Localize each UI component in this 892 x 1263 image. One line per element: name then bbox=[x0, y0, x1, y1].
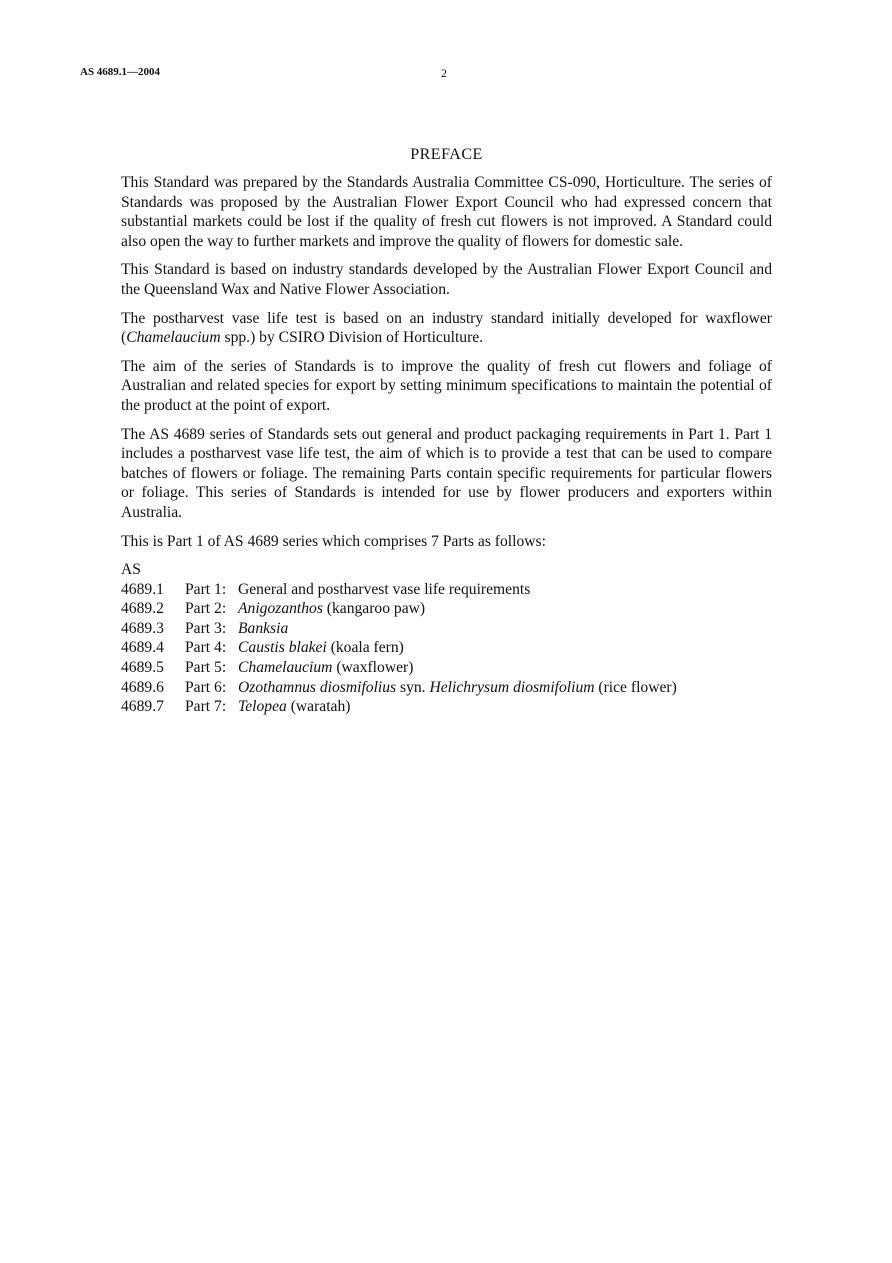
list-item bbox=[121, 599, 772, 619]
part-title-species: Banksia bbox=[238, 619, 289, 637]
preface-section bbox=[121, 146, 772, 717]
list-item bbox=[121, 658, 772, 678]
part-title-species: Anigozanthos bbox=[238, 600, 323, 618]
part-number: Part 3: bbox=[185, 619, 227, 637]
part-title bbox=[238, 658, 413, 678]
list-item bbox=[121, 580, 772, 600]
part-title-common: (waratah) bbox=[286, 698, 351, 716]
part-number: Part 1: bbox=[185, 580, 227, 598]
part-code: 4689.7 bbox=[121, 698, 164, 716]
part-code: 4689.3 bbox=[121, 619, 164, 637]
part-title-species: Caustis blakei bbox=[238, 639, 327, 657]
part-code: 4689.2 bbox=[121, 600, 164, 618]
part-title-syn: syn. bbox=[396, 678, 430, 696]
part-title bbox=[238, 599, 425, 619]
list-item bbox=[121, 678, 772, 698]
part-title bbox=[238, 619, 288, 639]
part-title-species: Chamelaucium bbox=[238, 659, 333, 677]
paragraph-3-text-b: spp.) by CSIRO Division of Horticulture. bbox=[220, 329, 484, 347]
parts-list bbox=[121, 560, 772, 717]
part-number: Part 2: bbox=[185, 600, 227, 618]
paragraph-4: The aim of the series of Standards is to improve the quality of fresh cut flowers and foliage of Australian and related species for export by setting minimum specifications to maintain the potential of the product at the point of export. bbox=[121, 357, 772, 414]
part-title-common: (koala fern) bbox=[326, 639, 404, 657]
part-title-text: General and postharvest vase life requirements bbox=[238, 580, 531, 598]
part-title-synonym-species: Helichrysum diosmifolium bbox=[429, 678, 595, 696]
page-number: 2 bbox=[441, 66, 447, 80]
paragraph-3-italic: Chamelaucium bbox=[126, 329, 221, 347]
running-head-doc-id: AS 4689.1—2004 bbox=[80, 66, 161, 78]
paragraph-6: This is Part 1 of AS 4689 series which comprises 7 Parts as follows: bbox=[121, 532, 546, 550]
list-item bbox=[121, 638, 772, 658]
part-title-species: Telopea bbox=[238, 698, 287, 716]
part-number: Part 4: bbox=[185, 639, 227, 657]
paragraph-3 bbox=[121, 309, 772, 348]
part-code: 4689.1 bbox=[121, 580, 164, 598]
paragraph-3-text-a: The postharvest vase life test is based on an industry standard initially developed for waxflower ( bbox=[121, 309, 772, 347]
part-title bbox=[238, 697, 350, 717]
part-title bbox=[238, 638, 404, 658]
part-title-common: (kangaroo paw) bbox=[322, 600, 426, 618]
paragraph-5: The AS 4689 series of Standards sets out general and product packaging requirements in Part 1. Part 1 includes a postharvest vase life test, the aim of which is to provide a test that can be used to compare batches of flowers or foliage. The remaining Parts contain specific requirements for particular flowers or foliage. This series of Standards is intended for use by flower producers and exporters within Australia. bbox=[121, 425, 772, 521]
part-title-common: (waxflower) bbox=[332, 659, 414, 677]
part-number: Part 5: bbox=[185, 659, 227, 677]
part-code: 4689.4 bbox=[121, 639, 164, 657]
section-title: PREFACE bbox=[410, 146, 483, 163]
part-code: 4689.6 bbox=[121, 678, 164, 696]
part-title bbox=[238, 580, 530, 600]
parts-list-heading: AS bbox=[121, 561, 141, 579]
part-number: Part 7: bbox=[185, 698, 227, 716]
part-number: Part 6: bbox=[185, 678, 227, 696]
part-code: 4689.5 bbox=[121, 659, 164, 677]
paragraph-1: This Standard was prepared by the Standards Australia Committee CS-090, Horticulture. The series of Standards was proposed by the Australian Flower Export Council who had expressed concern that substantial markets could be lost if the quality of fresh cut flowers is not improved. A Standard could also open the way to further markets and improve the quality of flowers for domestic sale. bbox=[121, 174, 772, 250]
paragraph-2: This Standard is based on industry standards developed by the Australian Flower Export Council and the Queensland Wax and Native Flower Association. bbox=[121, 261, 772, 298]
part-title bbox=[238, 678, 677, 698]
list-item bbox=[121, 619, 772, 639]
list-item bbox=[121, 697, 772, 717]
part-title-common: (rice flower) bbox=[594, 678, 677, 696]
part-title-species: Ozothamnus diosmifolius bbox=[238, 678, 397, 696]
